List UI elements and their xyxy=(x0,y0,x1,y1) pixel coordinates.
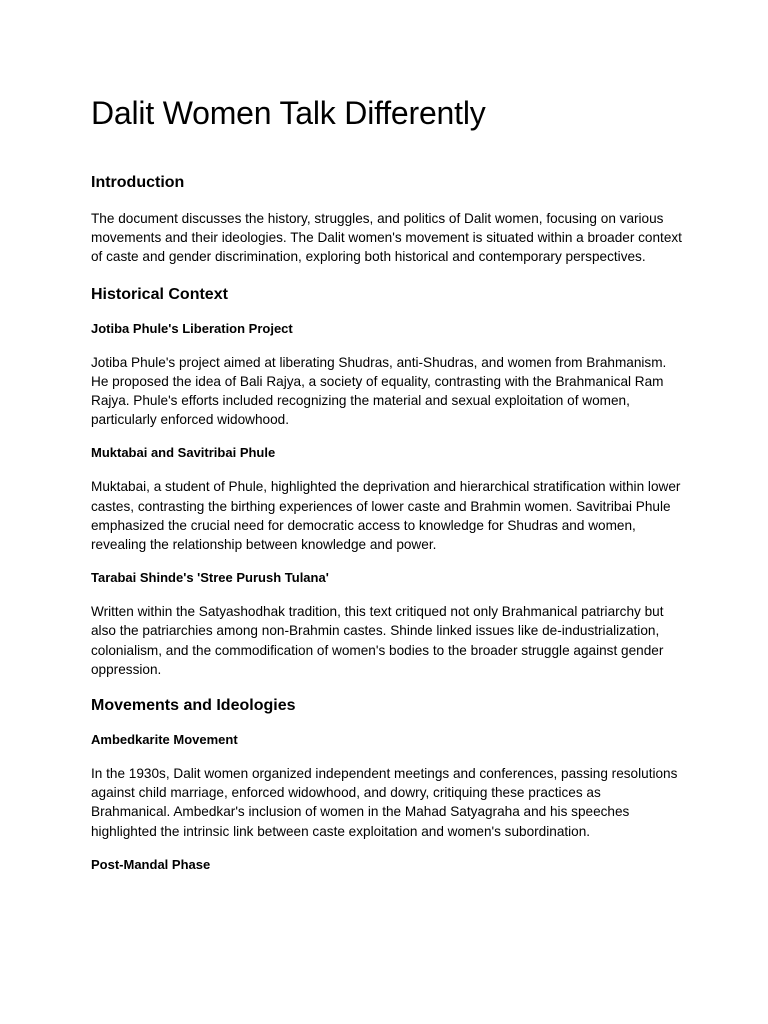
jotiba-phule-paragraph: Jotiba Phule's project aimed at liberating Shudras, anti-Shudras, and women from Brahmanism. He proposed the idea of Bali Rajya, a society of equality, contrasting with the Brahmanical Ram Rajya. Phule's efforts included recognizing the material and sexual exploitation of women, particularly enforced widowhood. xyxy=(91,354,667,428)
subsection-heading-ambedkarite-movement: Ambedkarite Movement xyxy=(91,732,238,748)
subsection-heading-jotiba-phule: Jotiba Phule's Liberation Project xyxy=(91,320,293,336)
subsection-heading-post-mandal-phase: Post-Mandal Phase xyxy=(91,856,211,872)
section-heading-movements: Movements and Ideologies xyxy=(91,697,296,715)
subsection-heading-tarabai-shinde: Tarabai Shinde's 'Stree Purush Tulana' xyxy=(91,570,329,586)
document-title: Dalit Women Talk Differently xyxy=(91,95,486,131)
subsection-heading-muktabai-savitribai: Muktabai and Savitribai Phule xyxy=(91,445,276,461)
muktabai-savitribai-paragraph: Muktabai, a student of Phule, highlighted the deprivation and hierarchical stratification within lower castes, contrasting the birthing experiences of lower caste and Brahmin women. Savitribai Phule emphasized the crucial need for democratic access to knowledge for Shudras and women, revealing the relationship between knowledge and power. xyxy=(91,479,681,553)
introduction-paragraph: The document discusses the history, struggles, and politics of Dalit women, focusing on various movements and their ideologies. The Dalit women's movement is situated within a broader context of caste and gender discrimination, exploring both historical and contemporary perspectives. xyxy=(91,211,682,265)
section-heading-introduction: Introduction xyxy=(91,174,185,191)
section-heading-historical-context: Historical Context xyxy=(91,285,228,303)
ambedkarite-movement-paragraph: In the 1930s, Dalit women organized independent meetings and conferences, passing resolutions against child marriage, enforced widowhood, and dowry, critiquing these practices as Brahmanical. Ambedkar's inclusion of women in the Mahad Satyagraha and his speeches highlighted the intrinsic link between caste exploitation and women's subordination. xyxy=(91,766,678,839)
tarabai-shinde-paragraph: Written within the Satyashodhak tradition, this text critiqued not only Brahmanical patriarchy but also the patriarchies among non-Brahmin castes. Shinde linked issues like de-industrialization, colonialism, and the commodification of women's bodies to the broader struggle against gender oppression. xyxy=(91,604,664,677)
